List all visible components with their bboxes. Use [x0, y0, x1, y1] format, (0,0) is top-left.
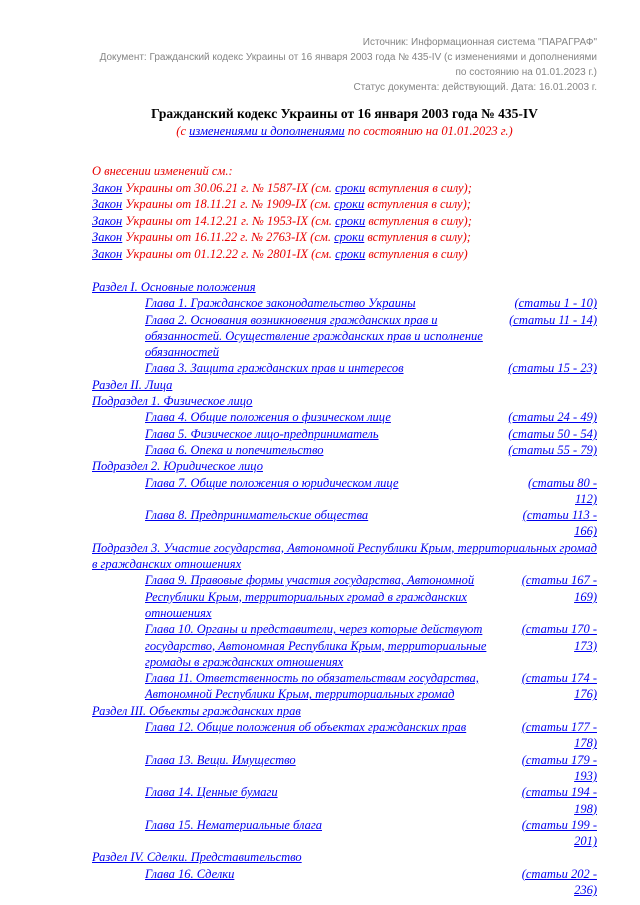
- toc-chapter-link[interactable]: Глава 14. Ценные бумаги: [145, 785, 278, 800]
- table-of-contents: [92, 279, 597, 898]
- toc-section-row: [92, 279, 597, 295]
- toc-chapter-link[interactable]: Глава 5. Физическое лицо-предприниматель: [145, 426, 379, 441]
- toc-articles-link[interactable]: [501, 817, 597, 850]
- toc-articles-link[interactable]: [501, 312, 597, 328]
- document-meta: [92, 35, 597, 95]
- law-link[interactable]: Закон: [92, 230, 123, 244]
- articles-range-wrap: 193): [574, 768, 597, 783]
- toc-chapter-link[interactable]: Глава 2. Основания возникновения гражданских прав и обязанностей. Осуществление гражданских прав и исполнение обязанностей: [145, 312, 483, 360]
- toc-subsection-row: [92, 458, 597, 474]
- meta-status-line: Статус документа: действующий. Дата: 16.01.2003 г.: [353, 82, 597, 93]
- toc-subsection-row: [92, 393, 597, 409]
- articles-range: (статьи 170 -: [521, 622, 597, 637]
- toc-chapter-row: [92, 670, 597, 703]
- toc-chapter-row: [92, 572, 597, 621]
- toc-section-row: [92, 703, 597, 719]
- amendment-item: [92, 196, 597, 213]
- law-link[interactable]: Закон: [92, 197, 123, 211]
- terms-link[interactable]: сроки: [334, 230, 365, 244]
- toc-chapter-link[interactable]: Глава 13. Вещи. Имущество: [145, 752, 296, 767]
- articles-range-wrap: 236): [574, 882, 597, 897]
- toc-section-link[interactable]: Раздел II. Лица: [92, 377, 173, 392]
- toc-chapter-row: [92, 475, 597, 508]
- toc-subsection-row: [92, 540, 597, 573]
- toc-articles-link[interactable]: [501, 719, 597, 752]
- amendment-tail: вступления в силу);: [365, 180, 472, 195]
- articles-range: (статьи 174 -: [521, 671, 597, 686]
- toc-chapter-row: [92, 426, 597, 442]
- toc-chapter-link[interactable]: Глава 4. Общие положения о физическом лице: [145, 410, 391, 425]
- amendment-text: Украины от 30.06.21 г. № 1587-IX (см.: [122, 180, 336, 195]
- articles-range: (статьи 167 -: [521, 573, 597, 588]
- articles-range-wrap: 173): [574, 638, 597, 653]
- toc-articles-link[interactable]: [501, 784, 597, 817]
- toc-chapter-link[interactable]: Глава 3. Защита гражданских прав и интересов: [145, 361, 404, 376]
- articles-range-wrap: 166): [574, 524, 597, 539]
- amendment-text: Украины от 14.12.21 г. № 1953-IX (см.: [122, 213, 336, 228]
- toc-subsection-link[interactable]: Подраздел 3. Участие государства, Автономной Республики Крым, территориальных громад в гражданских отношениях: [92, 540, 597, 572]
- toc-articles-link[interactable]: [501, 442, 597, 458]
- articles-range: (статьи 55 - 79): [508, 442, 597, 457]
- toc-subsection-link[interactable]: Подраздел 1. Физическое лицо: [92, 394, 253, 409]
- toc-articles-link[interactable]: [501, 621, 597, 654]
- amendment-text: Украины от 18.11.21 г. № 1909-IX (см.: [122, 197, 335, 211]
- meta-document-line: Документ: Гражданский кодекс Украины от 16 января 2003 года № 435-IV (с изменениями и дополнениями по состоянию на 01.01.2023 г.): [99, 52, 597, 78]
- amendment-tail: вступления в силу);: [364, 197, 471, 211]
- amendment-item: [92, 180, 597, 197]
- terms-link[interactable]: сроки: [335, 180, 366, 195]
- law-link[interactable]: Закон: [92, 246, 123, 261]
- articles-range: (статьи 177 -: [521, 720, 597, 735]
- amendments-link[interactable]: изменениями и дополнениями: [189, 124, 345, 138]
- toc-chapter-row: [92, 817, 597, 850]
- articles-range-wrap: 178): [574, 736, 597, 751]
- toc-chapter-row: [92, 752, 597, 785]
- toc-articles-link[interactable]: [501, 866, 597, 899]
- toc-chapter-link[interactable]: Глава 11. Ответственность по обязательствам государства, Автономной Республики Крым, территориальных громад: [145, 671, 479, 702]
- articles-range-wrap: 198): [574, 801, 597, 816]
- toc-articles-link[interactable]: [501, 295, 597, 311]
- articles-range: (статьи 15 - 23): [508, 361, 597, 376]
- page-subtitle: [92, 123, 597, 140]
- toc-chapter-link[interactable]: Глава 7. Общие положения о юридическом лице: [145, 475, 399, 490]
- toc-chapter-link[interactable]: Глава 10. Органы и представители, через которые действуют государство, Автономная Республика Крым, территориальные громады в гражданских отношениях: [145, 622, 487, 669]
- articles-range: (статьи 199 -: [521, 817, 597, 832]
- toc-articles-link[interactable]: [501, 507, 597, 540]
- toc-section-link[interactable]: Раздел IV. Сделки. Представительство: [92, 850, 302, 865]
- toc-chapter-link[interactable]: Глава 12. Общие положения об объектах гражданских прав: [145, 720, 467, 735]
- toc-chapter-link[interactable]: Глава 1. Гражданское законодательство Украины: [145, 296, 416, 311]
- toc-chapter-link[interactable]: Глава 9. Правовые формы участия государства, Автономной Республики Крым, территориальных громад в гражданских отношениях: [145, 573, 475, 620]
- toc-articles-link[interactable]: [501, 409, 597, 425]
- toc-chapter-row: [92, 442, 597, 458]
- articles-range: (статьи 194 -: [521, 785, 597, 800]
- toc-chapter-row: [92, 312, 597, 361]
- subtitle-prefix: (с: [176, 124, 190, 138]
- toc-chapter-row: [92, 621, 597, 670]
- toc-chapter-link[interactable]: Глава 16. Сделки: [145, 866, 235, 881]
- toc-chapter-row: [92, 507, 597, 540]
- articles-range-wrap: 112): [575, 491, 597, 506]
- terms-link[interactable]: сроки: [335, 246, 366, 261]
- toc-chapter-link[interactable]: Глава 15. Нематериальные блага: [145, 817, 323, 832]
- toc-chapter-link[interactable]: Глава 6. Опека и попечительство: [145, 442, 324, 457]
- articles-range-wrap: 201): [574, 834, 597, 849]
- articles-range: (статьи 202 -: [521, 866, 597, 881]
- amendment-item: [92, 213, 597, 230]
- toc-chapter-link[interactable]: Глава 8. Предпринимательские общества: [145, 508, 369, 523]
- amendment-item: [92, 246, 597, 263]
- toc-chapter-row: [92, 866, 597, 899]
- toc-chapter-row: [92, 719, 597, 752]
- toc-articles-link[interactable]: [501, 475, 597, 508]
- amendment-tail: вступления в силу);: [364, 230, 471, 244]
- toc-section-row: [92, 849, 597, 865]
- law-link[interactable]: Закон: [92, 213, 123, 228]
- amendment-item: [92, 229, 597, 246]
- page-title: Гражданский кодекс Украины от 16 января 2003 года № 435-IV: [151, 106, 538, 121]
- toc-articles-link[interactable]: [501, 426, 597, 442]
- articles-range: (статьи 113 -: [522, 508, 597, 523]
- articles-range: (статьи 80 -: [527, 475, 597, 490]
- toc-chapter-row: [92, 360, 597, 376]
- toc-section-row: [92, 377, 597, 393]
- toc-section-link[interactable]: Раздел III. Объекты гражданских прав: [92, 703, 301, 718]
- amendments-intro: О внесении изменений см.:: [92, 164, 233, 178]
- toc-articles-link[interactable]: [501, 670, 597, 703]
- amendment-text: Украины от 16.11.22 г. № 2763-IX (см.: [122, 230, 335, 244]
- articles-range: (статьи 179 -: [521, 752, 597, 767]
- articles-range: (статьи 24 - 49): [508, 410, 597, 425]
- toc-chapter-row: [92, 295, 597, 311]
- amendment-tail: вступления в силу): [365, 246, 468, 261]
- toc-subsection-link[interactable]: Подраздел 2. Юридическое лицо: [92, 459, 263, 474]
- toc-articles-link[interactable]: [501, 752, 597, 785]
- terms-link[interactable]: сроки: [334, 197, 365, 211]
- law-link[interactable]: Закон: [92, 180, 123, 195]
- meta-source-line: Источник: Информационная система "ПАРАГРАФ": [362, 37, 597, 48]
- articles-range: (статьи 11 - 14): [509, 312, 597, 327]
- toc-chapter-row: [92, 409, 597, 425]
- articles-range-wrap: 176): [574, 687, 597, 702]
- toc-articles-link[interactable]: [501, 572, 597, 605]
- articles-range-wrap: 169): [574, 589, 597, 604]
- amendments-block: [92, 163, 597, 262]
- articles-range: (статьи 1 - 10): [514, 296, 597, 311]
- articles-range: (статьи 50 - 54): [508, 426, 597, 441]
- amendment-text: Украины от 01.12.22 г. № 2801-IX (см.: [122, 246, 336, 261]
- terms-link[interactable]: сроки: [335, 213, 366, 228]
- toc-section-link[interactable]: Раздел I. Основные положения: [92, 280, 256, 294]
- subtitle-suffix: по состоянию на 01.01.2023 г.): [344, 124, 513, 138]
- toc-articles-link[interactable]: [501, 360, 597, 376]
- toc-chapter-row: [92, 784, 597, 817]
- amendment-tail: вступления в силу);: [365, 213, 472, 228]
